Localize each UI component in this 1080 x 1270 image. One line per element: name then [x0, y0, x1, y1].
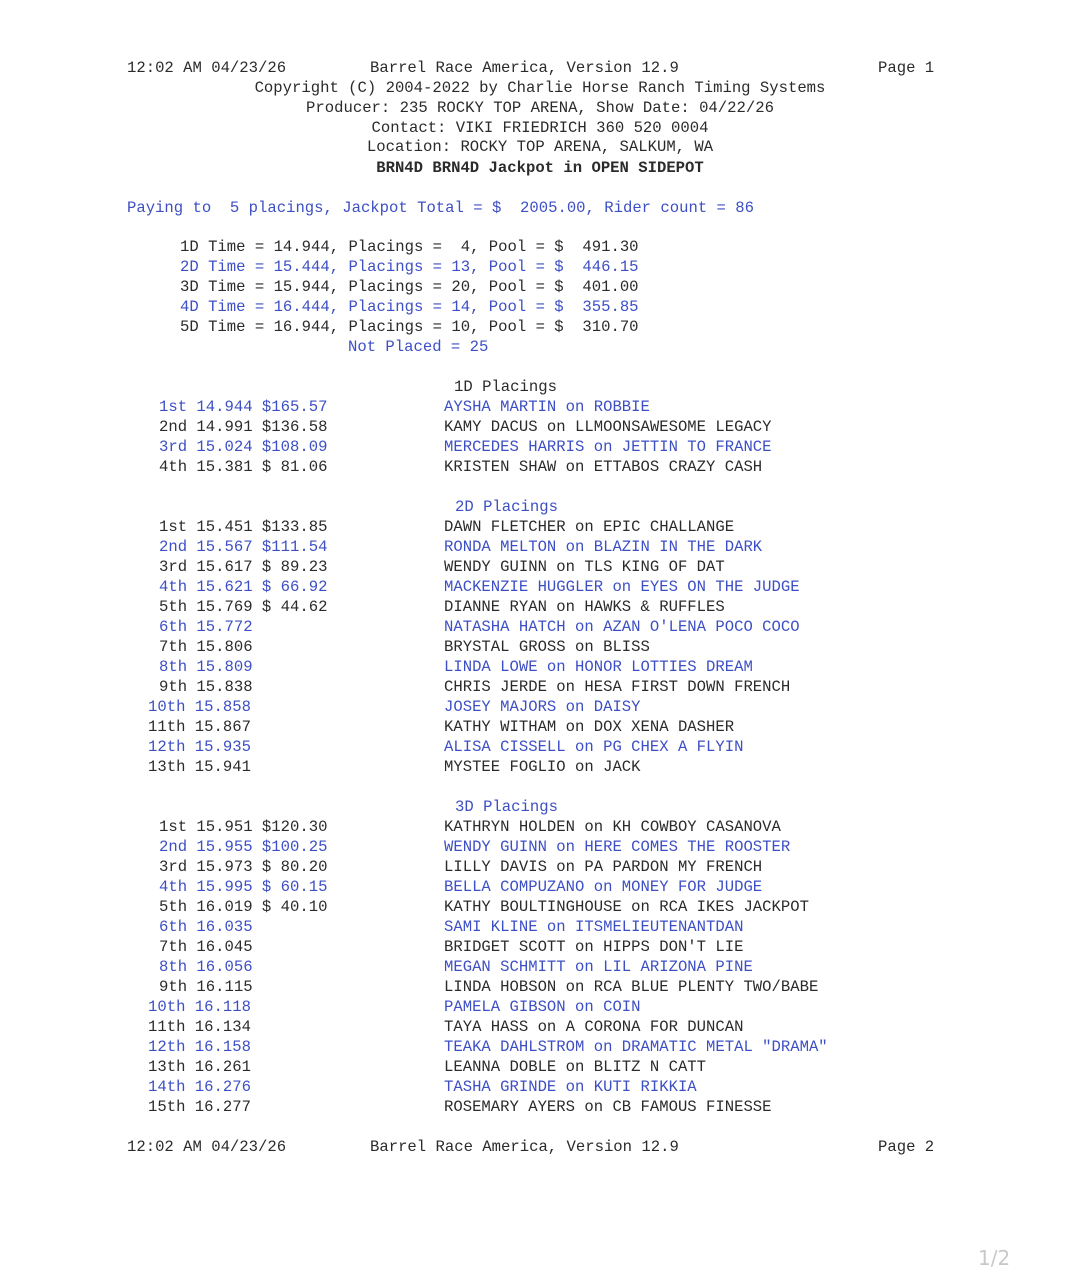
rider-horse: TEAKA DAHLSTROM on DRAMATIC METAL "DRAMA" — [444, 1038, 828, 1056]
placing-time-payout: 3rd 15.617 $ 89.23 — [159, 558, 328, 576]
placing-time-payout: 15th 16.277 — [148, 1098, 251, 1116]
rider-horse: JOSEY MAJORS on DAISY — [444, 698, 641, 716]
rider-horse: MEGAN SCHMITT on LIL ARIZONA PINE — [444, 958, 753, 976]
placing-time-payout: 2nd 15.567 $111.54 — [159, 538, 328, 556]
rider-horse: MACKENZIE HUGGLER on EYES ON THE JUDGE — [444, 578, 800, 596]
jackpot-summary: Paying to 5 placings, Jackpot Total = $ 2005.00, Rider count = 86 — [127, 199, 754, 217]
rider-horse: KRISTEN SHAW on ETTABOS CRAZY CASH — [444, 458, 763, 476]
placing-time-payout: 13th 16.261 — [148, 1058, 251, 1076]
placing-time-payout: 4th 15.621 $ 66.92 — [159, 578, 328, 596]
rider-horse: RONDA MELTON on BLAZIN IN THE DARK — [444, 538, 763, 556]
placing-time-payout: 8th 16.056 — [159, 958, 253, 976]
placing-time-payout: 10th 16.118 — [148, 998, 251, 1016]
placing-time-payout: 2nd 15.955 $100.25 — [159, 838, 328, 856]
placing-time-payout: 11th 16.134 — [148, 1018, 251, 1036]
rider-horse: ROSEMARY AYERS on CB FAMOUS FINESSE — [444, 1098, 772, 1116]
placing-time-payout: 7th 15.806 — [159, 638, 253, 656]
division-line: 3D Time = 15.944, Placings = 20, Pool = $ 401.00 — [180, 278, 639, 296]
location-line: Location: ROCKY TOP ARENA, SALKUM, WA — [366, 138, 714, 156]
rider-horse: TASHA GRINDE on KUTI RIKKIA — [444, 1078, 697, 1096]
page-number: Page 1 — [878, 59, 935, 77]
rider-horse: KATHRYN HOLDEN on KH COWBOY CASANOVA — [444, 818, 781, 836]
placing-time-payout: 6th 16.035 — [159, 918, 253, 936]
placing-time-payout: 4th 15.381 $ 81.06 — [159, 458, 328, 476]
rider-horse: ALISA CISSELL on PG CHEX A FLYIN — [444, 738, 744, 756]
placing-time-payout: 3rd 15.973 $ 80.20 — [159, 858, 328, 876]
viewer-page-indicator: 1/2 — [978, 1246, 1011, 1270]
placing-time-payout: 11th 15.867 — [148, 718, 251, 736]
footer-timestamp: 12:02 AM 04/23/26 — [127, 1138, 287, 1156]
rider-horse: WENDY GUINN on HERE COMES THE ROOSTER — [444, 838, 791, 856]
rider-horse: DIANNE RYAN on HAWKS & RUFFLES — [444, 598, 725, 616]
division-line: 2D Time = 15.444, Placings = 13, Pool = $ 446.15 — [180, 258, 639, 276]
app-title: Barrel Race America, Version 12.9 — [370, 59, 679, 77]
placing-time-payout: 5th 16.019 $ 40.10 — [159, 898, 328, 916]
placing-time-payout: 14th 16.276 — [148, 1078, 251, 1096]
placing-time-payout: 7th 16.045 — [159, 938, 253, 956]
rider-horse: LINDA HOBSON on RCA BLUE PLENTY TWO/BABE — [444, 978, 819, 996]
report-timestamp: 12:02 AM 04/23/26 — [127, 59, 287, 77]
section-title: 1D Placings — [454, 378, 557, 396]
producer-line: Producer: 235 ROCKY TOP ARENA, Show Date: 04/22/26 — [306, 99, 774, 117]
not-placed-count: Not Placed = 25 — [348, 338, 489, 356]
placing-time-payout: 13th 15.941 — [148, 758, 251, 776]
placing-time-payout: 9th 16.115 — [159, 978, 253, 996]
rider-horse: MERCEDES HARRIS on JETTIN TO FRANCE — [444, 438, 772, 456]
placing-time-payout: 6th 15.772 — [159, 618, 253, 636]
contact-line: Contact: VIKI FRIEDRICH 360 520 0004 — [371, 119, 709, 137]
division-line: 1D Time = 14.944, Placings = 4, Pool = $ 491.30 — [180, 238, 639, 256]
placing-time-payout: 1st 15.951 $120.30 — [159, 818, 328, 836]
rider-horse: DAWN FLETCHER on EPIC CHALLANGE — [444, 518, 735, 536]
rider-horse: MYSTEE FOGLIO on JACK — [444, 758, 641, 776]
rider-horse: TAYA HASS on A CORONA FOR DUNCAN — [444, 1018, 744, 1036]
footer-page-number: Page 2 — [878, 1138, 935, 1156]
placing-time-payout: 2nd 14.991 $136.58 — [159, 418, 328, 436]
rider-horse: AYSHA MARTIN on ROBBIE — [444, 398, 650, 416]
rider-horse: KAMY DACUS on LLMOONSAWESOME LEGACY — [444, 418, 772, 436]
division-line: 5D Time = 16.944, Placings = 10, Pool = $ 310.70 — [180, 318, 639, 336]
placing-time-payout: 8th 15.809 — [159, 658, 253, 676]
section-title: 2D Placings — [455, 498, 558, 516]
rider-horse: LILLY DAVIS on PA PARDON MY FRENCH — [444, 858, 763, 876]
rider-horse: KATHY WITHAM on DOX XENA DASHER — [444, 718, 735, 736]
placing-time-payout: 10th 15.858 — [148, 698, 251, 716]
rider-horse: PAMELA GIBSON on COIN — [444, 998, 641, 1016]
placing-time-payout: 5th 15.769 $ 44.62 — [159, 598, 328, 616]
rider-horse: SAMI KLINE on ITSMELIEUTENANTDAN — [444, 918, 744, 936]
division-line: 4D Time = 16.444, Placings = 14, Pool = $ 355.85 — [180, 298, 639, 316]
rider-horse: BRYSTAL GROSS on BLISS — [444, 638, 650, 656]
rider-horse: BELLA COMPUZANO on MONEY FOR JUDGE — [444, 878, 763, 896]
placing-time-payout: 1st 15.451 $133.85 — [159, 518, 328, 536]
rider-horse: BRIDGET SCOTT on HIPPS DON'T LIE — [444, 938, 744, 956]
placing-time-payout: 9th 15.838 — [159, 678, 253, 696]
placing-time-payout: 4th 15.995 $ 60.15 — [159, 878, 328, 896]
rider-horse: LEANNA DOBLE on BLITZ N CATT — [444, 1058, 707, 1076]
event-title: BRN4D BRN4D Jackpot in OPEN SIDEPOT — [376, 159, 704, 177]
placing-time-payout: 3rd 15.024 $108.09 — [159, 438, 328, 456]
placing-time-payout: 12th 15.935 — [148, 738, 251, 756]
rider-horse: CHRIS JERDE on HESA FIRST DOWN FRENCH — [444, 678, 791, 696]
rider-horse: NATASHA HATCH on AZAN O'LENA POCO COCO — [444, 618, 800, 636]
placing-time-payout: 1st 14.944 $165.57 — [159, 398, 328, 416]
section-title: 3D Placings — [455, 798, 558, 816]
rider-horse: LINDA LOWE on HONOR LOTTIES DREAM — [444, 658, 753, 676]
copyright-line: Copyright (C) 2004-2022 by Charlie Horse Ranch Timing Systems — [254, 79, 826, 97]
footer-app-title: Barrel Race America, Version 12.9 — [370, 1138, 679, 1156]
placing-time-payout: 12th 16.158 — [148, 1038, 251, 1056]
rider-horse: WENDY GUINN on TLS KING OF DAT — [444, 558, 725, 576]
rider-horse: KATHY BOULTINGHOUSE on RCA IKES JACKPOT — [444, 898, 809, 916]
